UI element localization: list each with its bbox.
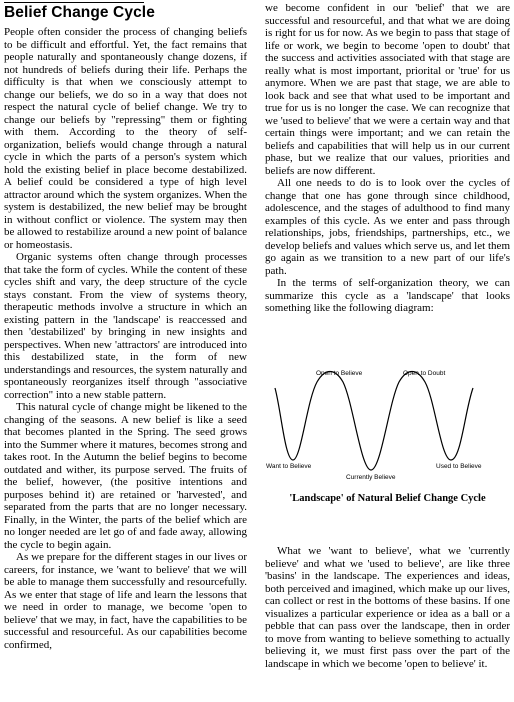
paragraph: What we 'want to believe', what we 'currently believe' and what we 'used to believe', are like three 'basins' in the landscape. The experiences and ideas, both perceived and imagined, which make up our lives, can collect or rest in the bottoms of these basins. If one visualizes a particular experience or idea as a ball or a pebble that can pass over the landscape, then in order to move from wanting to believe something to actually believing it, we must first pass over the part of the landscape in which we become 'open to believe' it. bbox=[265, 545, 510, 670]
paragraph: This natural cycle of change might be likened to the changing of the seasons. A new belief is like a seed that becomes planted in the Spring. The seed grows into the Summer where it matures, becomes strong and takes root. In the Autumn the belief begins to become outdated and wither, its purpose served. The fruits of the belief, however, (the positive intentions and purposes behind it) are retained or 'harvested', and separated from the parts that are no longer necessary. Finally, in the Winter, the parts of the belief which are no longer needed are let go of and fade away, allowing the cycle to begin again. bbox=[4, 401, 247, 551]
page-title: Belief Change Cycle bbox=[4, 4, 155, 21]
belief-landscape-diagram bbox=[265, 360, 510, 510]
paragraph: In the terms of self-organization theory, we can summarize this cycle as a 'landscape' that looks something like the following diagram: bbox=[265, 277, 510, 314]
label-currently-believe: Currently Believe bbox=[346, 474, 396, 481]
label-open-to-doubt: Open to Doubt bbox=[403, 370, 446, 377]
paragraph: Organic systems often change through processes that take the form of cycles. While the content of these cycles shift and vary, the deep structure of the cycle stays constant. From the view of systems theory, therapeutic methods involve a structure in which an existing pattern in the 'landscape' is reaccessed and then 'destabilized' by bringing in new insights and perspectives. When new 'attractors' are introduced into this destabilized state, in the form of new understandings and resources, the system naturally and spontaneously reorganizes itself through "associative correction" into a new stable pattern. bbox=[4, 251, 247, 401]
right-column-top bbox=[265, 2, 510, 315]
label-open-to-believe: Open to Believe bbox=[316, 370, 363, 377]
paragraph: All one needs to do is to look over the cycles of change that one has gone through since childhood, adolescence, and the stages of adulthood to find many examples of this cycle. As we enter and pass through relationships, jobs, friendships, partnerships, etc., we develop beliefs and values which serve us, and let them go again as we transition to a new part of our life's path. bbox=[265, 177, 510, 277]
heading-rule bbox=[4, 2, 144, 3]
landscape-curve bbox=[275, 372, 473, 471]
label-used-to-believe: Used to Believe bbox=[436, 463, 482, 470]
right-column-bottom bbox=[265, 545, 510, 670]
label-want-to-believe: Want to Believe bbox=[266, 463, 312, 470]
diagram-caption: 'Landscape' of Natural Belief Change Cycle bbox=[289, 493, 486, 504]
paragraph: we become confident in our 'belief' that we are successful and resourceful, and that what we are doing is right for us for now. As we begin to pass that stage of life or work, we begin to become 'open to doubt' that the success and activities associated with that stage are really what is most important, priorital or 'true' for us anymore. When we are past that stage, we are able to look back and see that what used to be important and true for us is no longer the case. We can recognize that we 'used to believe' that we were a certain way and that certain things were important; and we can retain the beliefs and capabilities that will help us in our current phase, but we realize that our values, priorities and beliefs are now different. bbox=[265, 2, 510, 177]
paragraph: People often consider the process of changing beliefs to be difficult and effortful. Yet, the fact remains that people naturally and spontaneously change dozens, if not hundreds of beliefs during their life. Perhaps the difficulty is that when we consciously attempt to change our beliefs, we do so in a way that does not respect the natural cycle of belief change. We try to change our beliefs by "repressing" them or fighting with them. According to the theory of self-organization, beliefs would change through a natural cycle in which the parts of a person's system which hold the existing belief in place become destabilized. A belief could be considered a type of high level attractor around which the system organizes. When the system is destabilized, the new belief may be brought in without conflict or violence. The system may then be allowed to restabilize around a new point of balance or homeostasis. bbox=[4, 26, 247, 251]
landscape-svg bbox=[265, 360, 510, 510]
left-column bbox=[4, 26, 247, 651]
paragraph: As we prepare for the different stages in our lives or careers, for instance, we 'want to believe' that we will be able to manage them successfully and resourcefully. As we enter that stage of life and learn the lessons that we need in order to manage, we become 'open to believe' that we may, in fact, have the capabilities to be successful and resourceful. As our capabilities become confirmed, bbox=[4, 551, 247, 651]
